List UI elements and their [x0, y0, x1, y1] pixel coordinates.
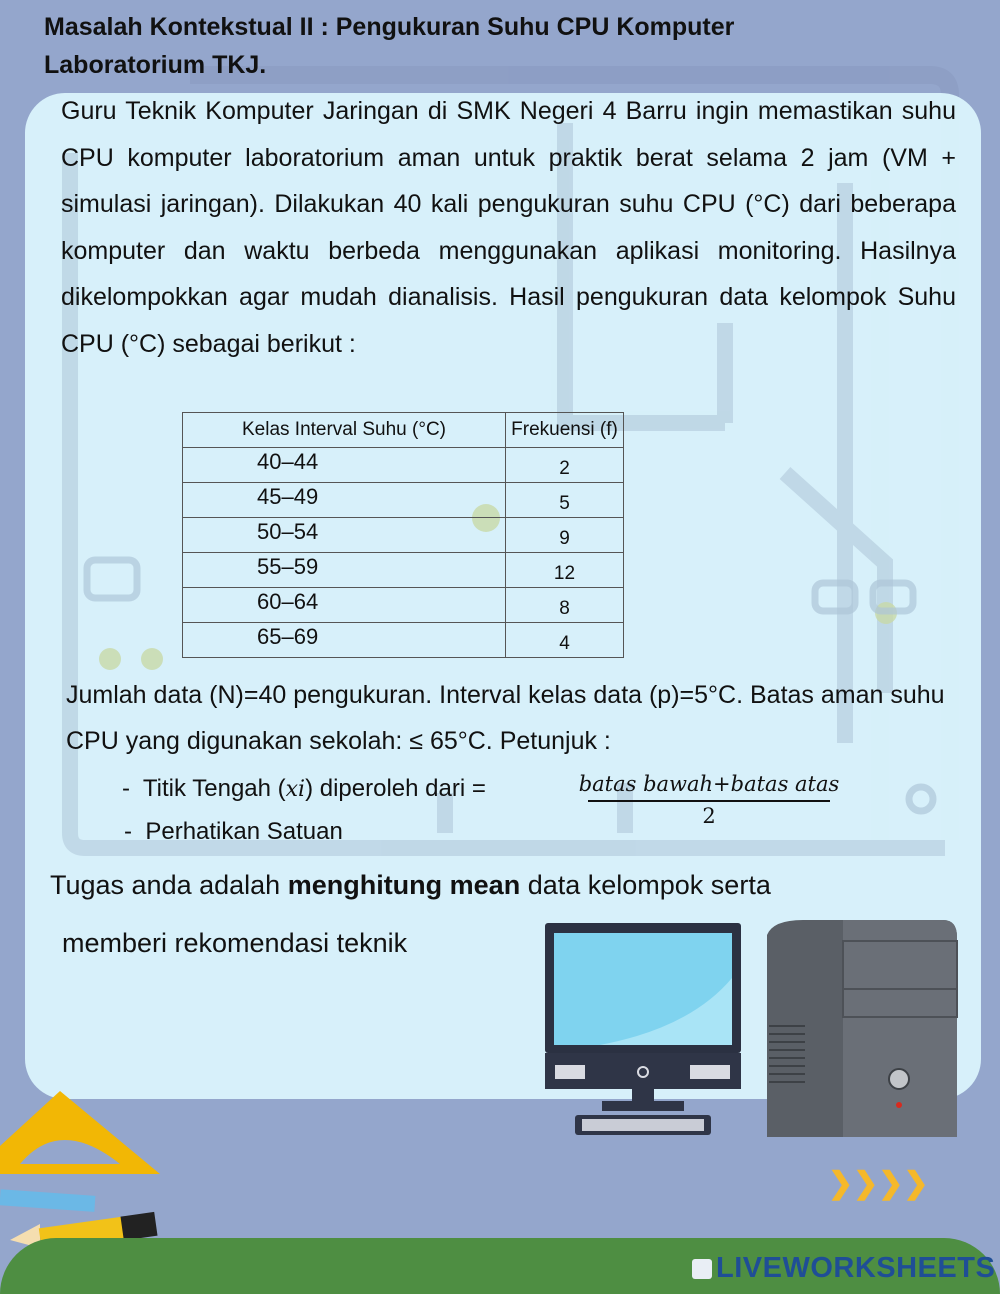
computer-tower-icon: [763, 915, 959, 1143]
formula-numerator: batas bawah+batas atas: [578, 772, 840, 796]
brand-logo-icon: [692, 1259, 712, 1279]
hint-dash: -: [122, 775, 130, 802]
interval-cell: 40–44: [183, 448, 506, 483]
frequency-cell: 4: [506, 623, 624, 658]
frequency-table: [182, 412, 624, 658]
problem-title: Masalah Kontekstual II : Pengukuran Suhu CPU Komputer Laboratorium TKJ.: [44, 13, 735, 79]
fraction-bar: [588, 800, 830, 802]
table-row: [183, 553, 624, 588]
problem-paragraph: Guru Teknik Komputer Jaringan di SMK Negeri 4 Barru ingin memastikan suhu CPU komputer laboratorium aman untuk praktik berat selama 2 jam (VM + simulasi jaringan). Dilakukan 40 kali pengukuran suhu CPU (°C) dari beberapa komputer dan waktu berbeda menggunakan aplikasi monitoring. Hasilnya dikelompokkan agar mudah dianalisis. Hasil pengukuran data kelompok Suhu CPU (°C) sebagai berikut :: [61, 97, 956, 358]
interval-cell: 50–54: [183, 518, 506, 553]
task-bold: menghitung mean: [287, 870, 521, 900]
brand-logo: [692, 1252, 995, 1285]
frequency-cell: 5: [506, 483, 624, 518]
hint-units: [124, 818, 343, 846]
table-row: [183, 518, 624, 553]
frequency-cell: 8: [506, 588, 624, 623]
monitor-icon: [540, 918, 750, 1140]
table-row: [183, 623, 624, 658]
table-row: [183, 448, 624, 483]
table-header-row: [183, 413, 624, 448]
next-arrows-icon[interactable]: ❯❯❯❯: [828, 1167, 929, 1200]
frequency-cell: 9: [506, 518, 624, 553]
task-prefix: Tugas anda adalah: [50, 870, 288, 900]
frequency-header: Frekuensi (f): [506, 413, 624, 448]
interval-header: Kelas Interval Suhu (°C): [183, 413, 506, 448]
set-square-icon: [0, 1086, 165, 1186]
frequency-cell: 2: [506, 448, 624, 483]
task-suffix: data kelompok serta: [520, 870, 771, 900]
interval-cell: 55–59: [183, 553, 506, 588]
midpoint-formula: [578, 772, 840, 828]
hint-units-text: Perhatikan Satuan: [145, 818, 343, 845]
brand-text: LIVEWORKSHEETS: [716, 1252, 996, 1284]
hint-dash: -: [124, 818, 132, 845]
hint-midpoint-text: Titik Tengah (: [142, 775, 286, 802]
data-note: Jumlah data (N)=40 pengukuran. Interval kelas data (p)=5°C. Batas aman suhu CPU yang digunakan sekolah: ≤ 65°C. Petunjuk :: [66, 681, 945, 755]
hint-midpoint: [122, 775, 486, 803]
task-line-1: [50, 870, 771, 901]
formula-denominator: 2: [702, 804, 716, 828]
table-row: [183, 588, 624, 623]
interval-cell: 45–49: [183, 483, 506, 518]
task-line-2: memberi rekomendasi teknik: [62, 928, 408, 958]
table-row: [183, 483, 624, 518]
interval-cell: 60–64: [183, 588, 506, 623]
frequency-cell: 12: [506, 553, 624, 588]
hint-midpoint-var: xi: [285, 777, 306, 802]
hint-midpoint-text2: ) diperoleh dari =: [305, 775, 486, 802]
interval-cell: 65–69: [183, 623, 506, 658]
